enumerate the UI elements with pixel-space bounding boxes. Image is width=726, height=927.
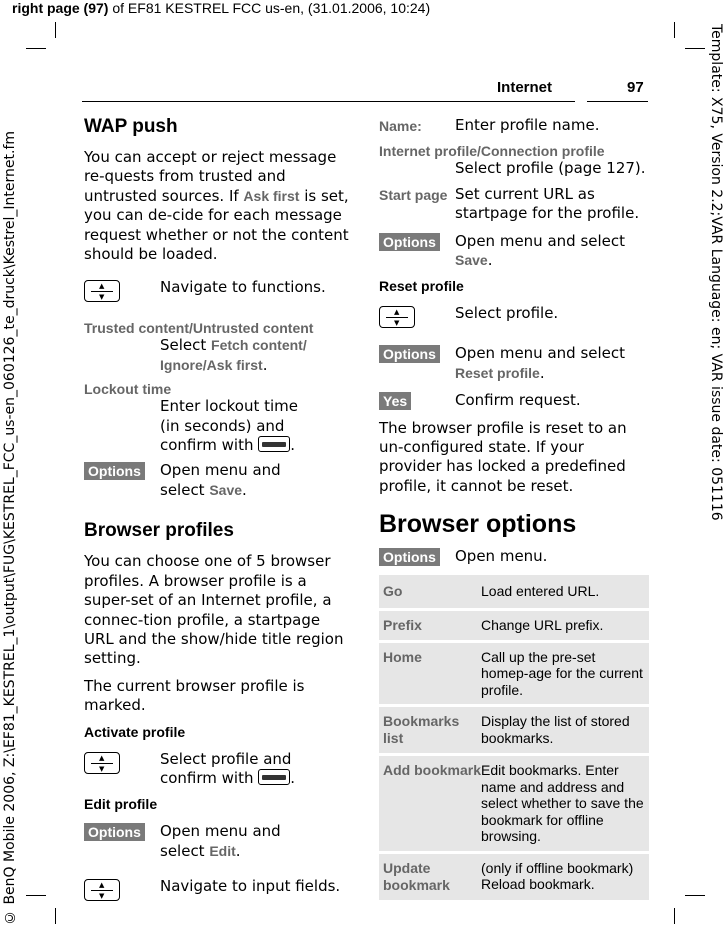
nav-functions-row: [84, 278, 350, 306]
lockout-desc-text: Enter lockout time (in seconds) and confirm with: [160, 397, 298, 455]
table-row: [379, 643, 649, 705]
fields-options-desc: [455, 232, 649, 271]
crop-mark: [685, 48, 705, 49]
option-key: Go: [383, 582, 403, 599]
options-softkey[interactable]: Options: [84, 462, 145, 480]
options-softkey[interactable]: Options: [379, 233, 440, 251]
file-header-bold: right page (97): [12, 0, 109, 16]
table-row: [379, 611, 649, 640]
wap-push-heading: WAP push: [84, 116, 178, 137]
wap-push-intro: [84, 148, 350, 264]
template-info: Template: X75, Version 2.2;VAR Language: en; VAR issue date: 051116: [708, 24, 724, 521]
browser-options-desc: Open menu.: [455, 547, 548, 566]
wap-push-intro-text-2: is set, you can de-cide for each message request whether or not the content should be loaded.: [84, 186, 349, 264]
file-header: [12, 0, 430, 16]
edit-options-row: [84, 822, 350, 861]
internet-profile-label: Internet profile/Connection profile: [379, 143, 605, 160]
crop-mark: [26, 895, 46, 896]
option-value: Display the list of stored bookmarks.: [481, 713, 630, 746]
options-softkey[interactable]: Options: [379, 548, 440, 566]
edit-term: Edit: [209, 842, 236, 859]
browser-options-heading: Browser options: [379, 510, 577, 539]
fields-options-row: [379, 232, 649, 271]
name-field-row: [379, 116, 649, 135]
options-softkey[interactable]: Options: [84, 823, 145, 841]
table-row: [379, 707, 649, 753]
lockout-time-label: Lockout time: [84, 381, 172, 398]
option-value: Change URL prefix.: [481, 616, 604, 633]
yes-desc: Confirm request.: [455, 391, 581, 410]
crop-mark: [55, 22, 56, 38]
lockout-time-desc: Enter lockout time (in seconds) and confirm with .: [160, 397, 298, 455]
edit-options-desc: [160, 822, 350, 861]
option-key: Update bookmark: [383, 859, 450, 893]
option-key: Home: [383, 648, 422, 665]
reset-profile-term: Reset profile: [455, 364, 540, 381]
trusted-content-desc: [84, 336, 350, 375]
trusted-options-term: Fetch content/ Ignore/Ask first: [160, 337, 307, 373]
lockout-time-block: [84, 381, 350, 455]
save-term: Save: [209, 481, 243, 498]
browser-profiles-heading: Browser profiles: [84, 520, 234, 542]
left-column: [84, 116, 350, 913]
softkey-icon: [258, 769, 290, 785]
option-value: Edit bookmarks. Enter name and address and select whether to save the bookmark for offline browsing.: [481, 762, 644, 845]
navigation-key-icon: ▲ ▼: [84, 752, 120, 774]
start-page-row: [379, 185, 649, 224]
internet-profile-block: [379, 143, 649, 178]
reset-options-row: [379, 344, 649, 383]
option-value: Load entered URL.: [481, 582, 600, 599]
edit-nav-row: [84, 877, 350, 905]
internet-profile-desc: Select profile (page 127).: [455, 159, 646, 178]
trusted-desc-end: .: [262, 355, 268, 374]
nav-functions-desc: Navigate to functions.: [160, 278, 326, 297]
wap-options-desc: [160, 461, 350, 500]
running-head-gap: [575, 98, 587, 104]
browser-options-table: [379, 575, 649, 900]
wap-push-intro-text: You can accept or reject message re-quests from trusted and untrusted sources. If: [84, 148, 337, 205]
browser-profiles-para-1: You can choose one of 5 browser profiles. A browser profile is a super-set of an Internet profile, a connec-tion profile, a startpage URL and the show/hide title region setting.: [84, 552, 344, 668]
page-number: 97: [627, 79, 644, 96]
name-label: Name:: [379, 118, 422, 134]
start-page-desc: Set current URL as startpage for the profile.: [455, 184, 640, 223]
table-row: [379, 575, 649, 608]
reset-options-desc: [455, 344, 649, 383]
wap-options-end: .: [242, 480, 247, 499]
browser-options-row: [379, 547, 649, 566]
crop-mark: [26, 48, 46, 49]
start-page-label: Start page: [379, 186, 448, 203]
reset-options-end: .: [539, 363, 545, 382]
crop-mark: [674, 908, 675, 924]
copyright-info: © BenQ Mobile 2006, Z:\EF81_KESTREL_1\output\FUG\KESTREL_FCC_us-en_060126_te_druck\Kestrel_Internet.fm: [2, 130, 18, 925]
options-softkey[interactable]: Options: [379, 345, 440, 363]
activate-profile-heading: Activate profile: [84, 723, 186, 740]
option-key: Add bookmark: [383, 762, 482, 779]
table-row: [379, 756, 649, 851]
navigation-key-icon: ▲ ▼: [84, 879, 120, 901]
reset-para: The browser profile is reset to an un-configured state. If your provider has locked a predefined profile, it cannot be reset.: [379, 418, 627, 495]
wap-options-row: [84, 461, 350, 500]
browser-profiles-para-2: The current browser profile is marked.: [84, 676, 305, 715]
section-title: Internet: [497, 79, 553, 96]
trusted-desc-text: Select: [160, 336, 212, 355]
right-column: [379, 116, 649, 903]
option-value: (only if offline bookmark) Reload bookmark.: [481, 859, 634, 893]
navigation-key-icon: ▲ ▼: [379, 306, 415, 328]
crop-mark: [685, 895, 705, 896]
edit-options-text: Open menu and select: [160, 822, 281, 860]
fields-options-text: Open menu and select: [455, 231, 626, 250]
activate-profile-row: [84, 750, 350, 789]
reset-nav-desc: Select profile.: [455, 304, 559, 323]
crop-mark: [674, 22, 675, 38]
softkey-icon: [258, 436, 290, 452]
file-header-rest: of EF81 KESTREL FCC us-en, (31.01.2006, 10:24): [108, 0, 431, 16]
reset-profile-heading: Reset profile: [379, 278, 464, 295]
save-term: Save: [455, 252, 488, 269]
reset-nav-row: [379, 304, 649, 332]
trusted-content-block: [84, 320, 350, 375]
edit-nav-desc: Navigate to input fields.: [160, 877, 341, 896]
edit-profile-heading: Edit profile: [84, 796, 158, 813]
trusted-content-label: Trusted content/Untrusted content: [84, 320, 314, 337]
fields-options-end: .: [487, 251, 493, 270]
option-value: Call up the pre-set homep-age for the current profile.: [481, 648, 643, 698]
table-row: [379, 854, 649, 900]
navigation-key-icon: ▲ ▼: [84, 280, 120, 302]
wap-options-text: Open menu and select: [160, 461, 281, 499]
edit-options-end: .: [235, 841, 241, 860]
yes-row: [379, 391, 649, 410]
name-desc: Enter profile name.: [455, 116, 600, 134]
yes-softkey[interactable]: Yes: [379, 392, 411, 410]
option-key: Prefix: [383, 616, 422, 633]
running-head: [82, 76, 648, 102]
reset-options-text: Open menu and select: [455, 344, 626, 363]
activate-profile-desc: Select profile and confirm with .: [160, 749, 296, 787]
crop-mark: [55, 908, 56, 924]
option-key: Bookmarks list: [383, 713, 460, 747]
activate-desc-text: Select profile and confirm with: [160, 749, 292, 787]
ask-first-term: Ask first: [243, 187, 300, 204]
